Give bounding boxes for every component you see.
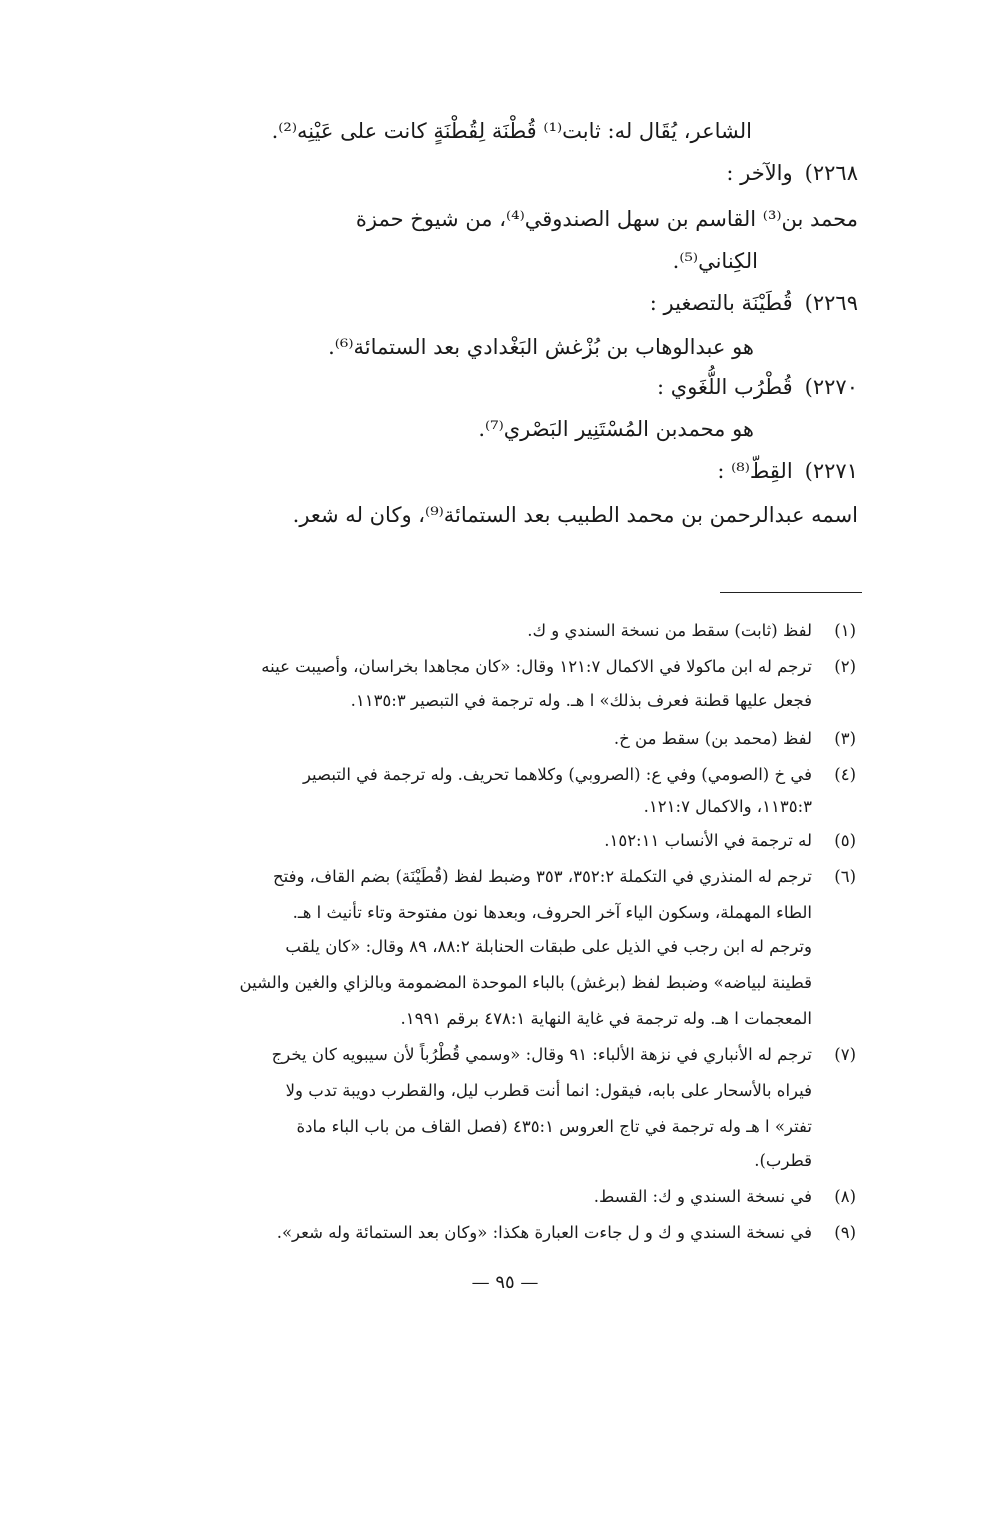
footnote-number: (٦): [834, 867, 856, 886]
footnote-line: لفظ (ثابت) سقط من نسخة السندي و ك.: [527, 621, 812, 640]
entry-2268: [726, 158, 858, 188]
footnote-line: المعجمات ا هـ. وله ترجمة في غاية النهاية ٤٧٨:١ برقم ١٩٩١.: [400, 1009, 812, 1028]
entry-heading: القِطّ⁽⁸⁾ :: [717, 459, 793, 483]
text-line: هو عبدالوهاب بن بُزْغش البَغْدادي بعد الستمائة⁽⁶⁾.: [328, 335, 754, 359]
footnote-line: فجعل عليها قطنة فعرف بذلك» ا هـ. وله ترجمة في التبصير ١١٣٥:٣.: [350, 691, 812, 710]
text-line: محمد بن⁽³⁾ القاسم بن سهل الصندوقي⁽⁴⁾، من شيوخ حمزة: [355, 207, 858, 231]
footnote-line: له ترجمة في الأنساب ١٥٢:١١.: [604, 831, 812, 850]
footnote-line: ١١٣٥:٣، والاكمال ١٢١:٧.: [643, 797, 812, 816]
entry-heading: قُطْرُب اللُّغَوي :: [657, 375, 793, 399]
footnote-number: (٩): [834, 1223, 856, 1242]
entry-number: ٢٢٧٠): [804, 375, 858, 399]
entry-heading: والآخر :: [726, 161, 793, 185]
text-line: الكِناني⁽⁵⁾.: [672, 249, 758, 273]
entry-2269: [650, 288, 858, 318]
footnote-separator: [720, 592, 862, 593]
footnote-line: وترجم له ابن رجب في الذيل على طبقات الحنابلة ٨٨:٢، ٨٩ وقال: «كان يلقب: [285, 937, 812, 956]
footnote-number: (٢): [834, 657, 856, 676]
text-line: الشاعر، يُقَال له: ثابت⁽¹⁾ قُطْنَة لِقُطْنَةٍ كانت على عَيْنِه⁽²⁾.: [271, 119, 752, 143]
footnote-line: قطينة لبياضه» وضبط لفظ (برغش) بالباء الموحدة المضمومة وبالزاي والغين والشين: [239, 973, 812, 992]
footnote-line: ترجم له ابن ماكولا في الاكمال ١٢١:٧ وقال: «كان مجاهدا بخراسان، وأصيبت عينه: [261, 657, 812, 676]
footnote-number: (٤): [834, 765, 856, 784]
footnote-line: في نسخة السندي و ك: القسط.: [593, 1187, 812, 1206]
footnote-number: (١): [834, 621, 856, 640]
footnote-number: (٣): [834, 729, 856, 748]
entry-2270: [657, 372, 858, 402]
footnote-line: الطاء المهملة، وسكون الياء آخر الحروف، وبعدها نون مفتوحة وتاء تأنيث ا هـ.: [292, 903, 812, 922]
footnote-line: قطرب).: [754, 1151, 812, 1170]
footnote-line: في خ (الصومي) وفي ع: (الصروبي) وكلاهما تحريف. وله ترجمة في التبصير: [302, 765, 812, 784]
entry-heading: قُطَيْنَة بالتصغير :: [649, 291, 793, 315]
entry-2271: [717, 456, 858, 486]
footnote-line: ترجم له الأنباري في نزهة الألباء: ٩١ وقال: «وسمي قُطْرُباً لأن سيبويه كان يخرج: [271, 1045, 812, 1064]
entry-number: ٢٢٦٩): [804, 291, 858, 315]
text-line: هو محمدبن المُسْتَنِير البَصْري⁽⁷⁾.: [478, 417, 754, 441]
footnote-number: (٥): [834, 831, 856, 850]
footnote-line: في نسخة السندي و ك و ل جاءت العبارة هكذا: «وكان بعد الستمائة وله شعر».: [276, 1223, 812, 1242]
footnote-line: ترجم له المنذري في التكملة ٣٥٢:٢، ٣٥٣ وضبط لفظ (قُطَيْنَة) بضم القاف، وفتح: [272, 867, 812, 886]
entry-number: ٢٢٦٨): [804, 161, 858, 185]
footnote-number: (٧): [834, 1045, 856, 1064]
footnote-line: فيراه بالأسحار على بابه، فيقول: انما أنت قطرب ليل، والقطرب دويبة تدب ولا: [285, 1081, 812, 1100]
footnote-number: (٨): [834, 1187, 856, 1206]
footnote-line: لفظ (محمد بن) سقط من خ.: [613, 729, 812, 748]
entry-number: ٢٢٧١): [804, 459, 858, 483]
footnote-line: تفتر» ا هـ وله ترجمة في تاج العروس ٤٣٥:١ (فصل القاف من باب الباء مادة: [296, 1117, 812, 1136]
page-number: — ٩٥ —: [471, 1272, 539, 1293]
text-line: اسمه عبدالرحمن بن محمد الطبيب بعد الستمائة⁽⁹⁾، وكان له شعر.: [292, 503, 858, 527]
